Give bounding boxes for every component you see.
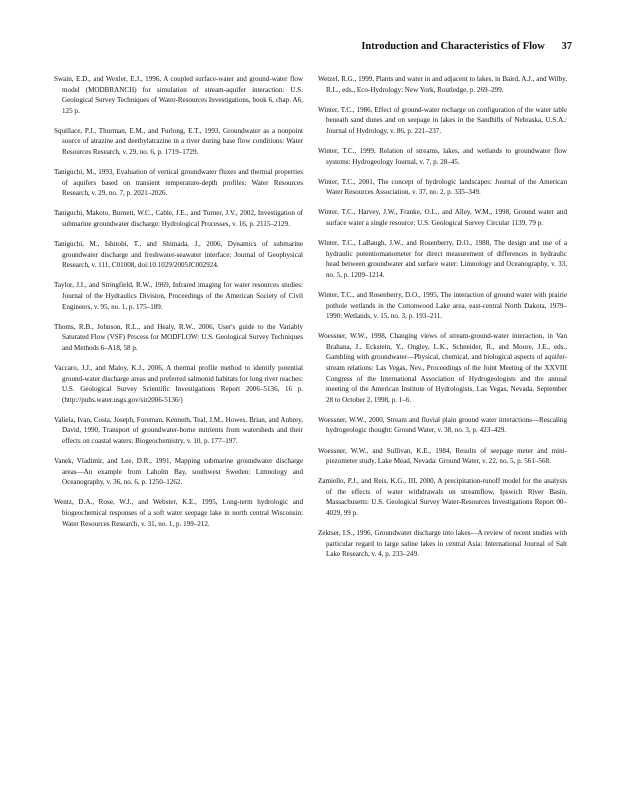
reference-entry: Winter, T.C., LaBaugh, J.W., and Rosenberry, D.O., 1988, The design and use of a hydraulic potentiomanometer for direct measurement of differences in hydraulic head between groundwater and surface water: Limnology and Oceanography, v. 33, no. 5, p. 1209–1214. <box>318 239 567 279</box>
reference-entry: Wetzel, R.G., 1999, Plants and water in and adjacent to lakes, in Baird, A.J., and Wilby, R.L., eds., Eco-Hydrology: New York, Routledge, p. 269–299. <box>318 75 567 94</box>
reference-entry: Winter, T.C., 2001, The concept of hydrologic landscapes: Journal of the American Water Resources Association, v. 37, no. 2, p. 335–349. <box>318 177 567 197</box>
reference-entry: Winter, T.C., 1986, Effect of ground-water recharge on configuration of the water table beneath sand dunes and on seepage in lakes in the Sandhills of Nebraska, U.S.A.: Journal of Hydrology, v. 86, p. 221–237. <box>318 105 567 135</box>
reference-entry: Winter, T.C., 1999, Relation of streams, lakes, and wetlands to groundwater flow systems: Hydrogeology Journal, v. 7, p. 28–45. <box>318 146 567 166</box>
reference-entry: Zektser, I.S., 1996, Groundwater discharge into lakes—A review of recent studies with particular regard to large saline lakes in central Asia: International Journal of Salt Lake Research, v. 4, p. 233–249. <box>318 529 567 559</box>
reference-entry: Squillace, P.J., Thurman, E.M., and Furlong, E.T., 1993, Groundwater as a nonpoint source of atrazine and deethylatrazine in a river during base flow conditions: Water Resources Research, v. 29, no. 6, p. 1719–1729. <box>54 126 303 157</box>
reference-entry: Thoms, R.B., Johnson, R.L., and Healy, R.W., 2006, User's guide to the Variably Saturated Flow (VSF) Process for MODFLOW: U.S. Geological Survey Techniques and Methods 6–A18, 58 p. <box>54 322 303 352</box>
reference-entry: Wentz, D.A., Rose, W.J., and Webster, K.E., 1995, Long-term hydrologic and biogeochemical responses of a soft water seepage lake in north central Wisconsin: Water Resources Research, v. 31, no. 1, p. 199–212. <box>54 498 303 528</box>
reference-entry: Vaccaro, J.J., and Maloy, K.J., 2006, A thermal profile method to identify potential ground-water discharge areas and preferred salmonid habitats for long river reaches: U.S. Geological Survey Scientific Investigations Report 2006–5136, 16 p. (http://pubs.water.usgs.gov/sir2006-5136/) <box>54 363 303 404</box>
reference-entry: Woessner, W.W., 1998, Changing views of stream-ground-water interaction, in Van Brahana, J., Eckstein, Y., Ongley, L.K., Schneider, R., and Moore, J.E., eds., Gambling with groundwater—Physical, chemical, and biological aspects of aquifer-stream relations: Las Vegas, Nev., Proceedings of the Joint Meeting of the XXVIII Congress of the International Association of Hydrogeologists and the annual meeting of the American Institute of Hydrologists, Las Vegas, Nevada, September 28 to October 2, 1998, p. 1–6. <box>318 332 567 404</box>
reference-entry: Woessner, W.W., and Sullivan, K.E., 1984, Results of seepage meter and mini-piezometer study, Lake Mead, Nevada: Ground Water, v. 22, no. 5, p. 561–568. <box>318 446 567 466</box>
reference-entry: Taylor, J.I., and Stringfield, R.W., 1969, Infrared imaging for water resources studies: Journal of the Hydraulics Division, Proceedings of the American Society of Civil Engineers, v. 95, no. 1, p. 175–189. <box>54 281 303 311</box>
references-right-column <box>318 74 567 569</box>
reference-entry: Woessner, W.W., 2000, Stream and fluvial plain ground water interactions—Rescaling hydrogeologic thought: Ground Water, v. 38, no. 3, p. 423–429. <box>318 415 567 435</box>
reference-entry: Vanek, Vladimir, and Lee, D.R., 1991, Mapping submarine groundwater discharge areas—An example from Laholm Bay, southwest Sweden: Limnology and Oceanography, v. 36, no. 6, p. 1250–1262. <box>54 457 303 487</box>
reference-entry: Valiela, Ivan, Costa, Joseph, Foreman, Kenneth, Teal, J.M., Howes, Brian, and Aubrey, David, 1990, Transport of groundwater-borne nutrients from watersheds and their effects on coastal waters: Biogeochemistry, v. 10, p. 177–197. <box>54 415 303 446</box>
references-left-column <box>54 74 303 539</box>
reference-entry: Taniguchi, M., 1993, Evaluation of vertical groundwater fluxes and thermal properties of aquifers based on transient temperature-depth profiles: Water Resources Research, v. 29, no. 7, p. 2021–2026. <box>54 168 303 198</box>
reference-entry: Taniguchi, M., Ishitobi, T., and Shimada, J., 2006, Dynamics of submarine groundwater discharge and freshwater-seawater interface: Journal of Geophysical Research, v. 111, C01008, doi:10.1029/2005JC002924. <box>54 240 303 270</box>
reference-entry: Winter, T.C., and Rosenberry, D.O., 1995, The interaction of ground water with prairie pothole wetlands in the Cottonwood Lake area, east-central North Dakota, 1979–1990: Wetlands, v. 15, no. 3, p. 193–211. <box>318 290 567 321</box>
reference-entry: Zamiello, P.J., and Reis, K.G., III, 2000, A precipitation-runoff model for the analysis of the effects of water withdrawals on streamflow, Ipswich River Basin, Massachusetts: U.S. Geological Survey Water-Resources Investigations Report 00–4029, 99 p. <box>318 477 567 517</box>
reference-entry: Taniguchi, Makoto, Burnett, W.C., Cable, J.E., and Turner, J.V., 2002, Investigation of submarine groundwater discharge: Hydrological Processes, v. 16, p. 2115–2129. <box>54 209 303 229</box>
reference-entry: Winter, T.C., Harvey, J.W., Franke, O.L., and Alley, W.M., 1998, Ground water and surface water a single resource: U.S. Geological Survey Circular 1139, 79 p. <box>318 208 567 227</box>
page-number: 37 <box>561 41 572 52</box>
running-header <box>361 41 572 52</box>
reference-entry: Swain, E.D., and Wexler, E.J., 1996, A coupled surface-water and ground-water flow model (MODBRANCH) for simulation of stream-aquifer interaction: U.S. Geological Survey Techniques of Water-Resources Investigations, book 6, chap. A6, 125 p. <box>54 75 303 115</box>
running-header-title: Introduction and Characteristics of Flow <box>361 41 545 52</box>
